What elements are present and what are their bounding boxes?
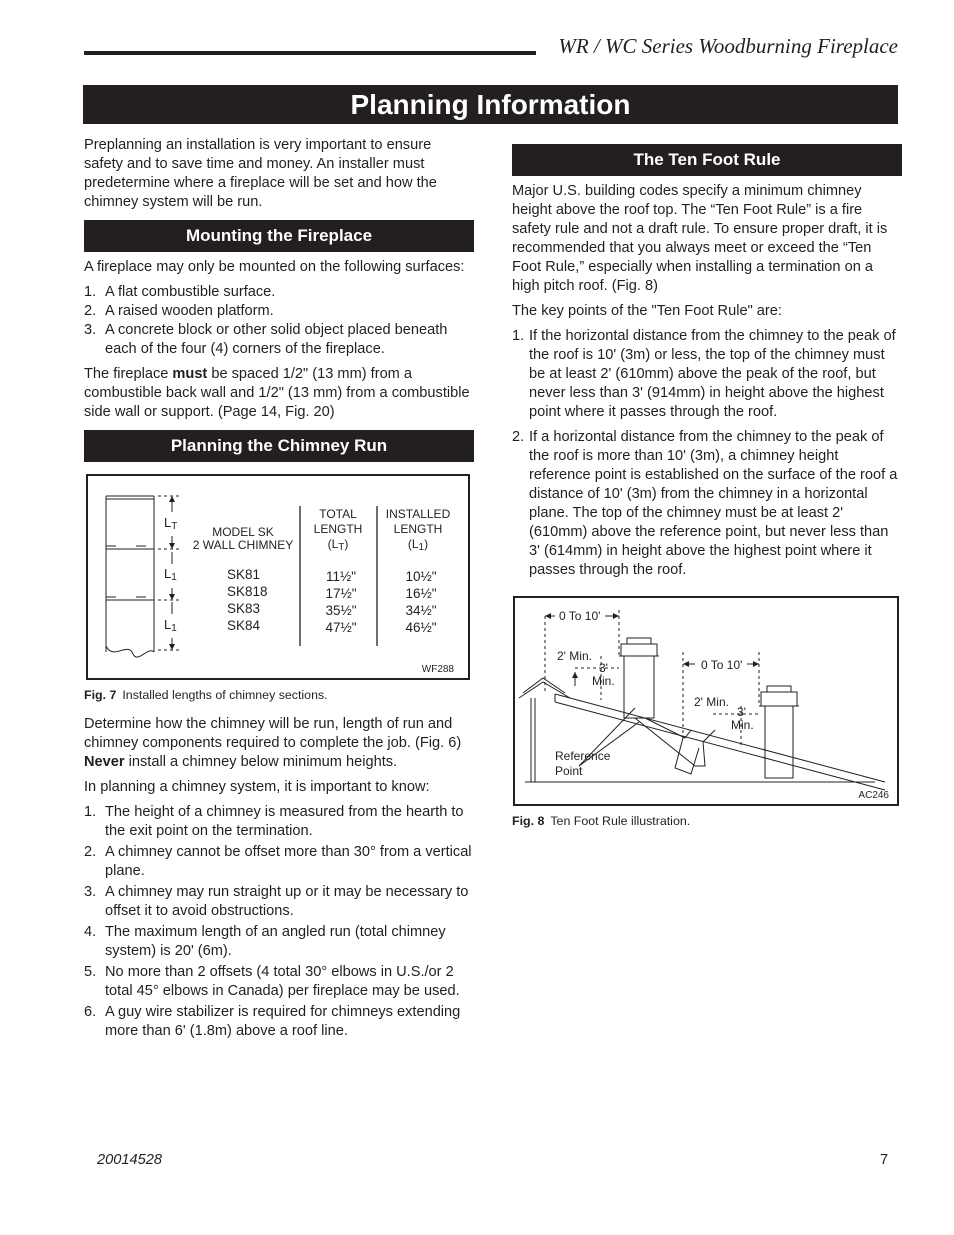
three-foot-label-1b: Min. xyxy=(592,674,615,688)
list-item: 2. If a horizontal distance from the chimney to the peak of the roof is more than 10' (3m), a chimney height reference point is established on the surface of the roof a distance of 10' (3m) from the chimney in a horizontal plane. The top of the chimney must be at least 2' (610mm) above the reference point, but never less than 3' (614mm) in height above the highest point where it passes through the roof. xyxy=(512,429,898,578)
list-item: 1. If the horizontal distance from the chimney to the peak of the roof is 10' (3m) or less, the top of the chimney must be at least 2' (610mm) above the peak of the roof, but never less than 3' (914mm) in height above the highest point where it passes through the roof. xyxy=(512,328,896,420)
table-row-model: SK83 xyxy=(227,601,261,616)
table-row-installed: 46½" xyxy=(405,620,437,635)
col-total-line3: (LT) xyxy=(327,537,349,553)
table-row-installed: 34½" xyxy=(405,603,437,618)
ten-foot-list xyxy=(512,327,902,580)
right-column xyxy=(512,144,902,841)
figure-8-ten-foot-rule xyxy=(513,596,899,806)
ten-foot-heading: The Ten Foot Rule xyxy=(512,144,902,176)
ten-foot-rule-diagram xyxy=(515,598,897,804)
table-row-total: 11½" xyxy=(325,569,357,584)
list-item: 6. A guy wire stabilizer is required for chimneys extending more than 6' (1.8m) above a roof line. xyxy=(84,1004,461,1039)
col-model-line1: MODEL SK xyxy=(212,525,274,539)
chimney-run-list xyxy=(84,803,474,1041)
header-rule xyxy=(84,51,536,55)
list-item: 1. The height of a chimney is measured from the hearth to the exit point on the termination. xyxy=(84,804,464,839)
chimney-know-paragraph: In planning a chimney system, it is important to know: xyxy=(84,779,430,795)
three-foot-label-1a: 3' xyxy=(599,661,608,675)
chimney-sections-diagram xyxy=(88,476,468,678)
reference-label-line1: Reference xyxy=(555,749,611,763)
col-model-line2: 2 WALL CHIMNEY xyxy=(192,538,294,552)
left-column xyxy=(84,136,474,1047)
series-title: WR / WC Series Woodburning Fireplace xyxy=(558,34,898,58)
mounting-list xyxy=(84,283,474,359)
table-row-total: 35½" xyxy=(325,603,357,618)
figure-7-caption: Fig. 7 Installed lengths of chimney sections. xyxy=(84,688,328,702)
table-row-total: 17½" xyxy=(325,586,357,601)
figure-8-caption: Fig. 8 Ten Foot Rule illustration. xyxy=(512,814,691,828)
list-item: 3. A chimney may run straight up or it may be necessary to offset it to avoid obstructions. xyxy=(84,884,469,919)
figure-code: WF288 xyxy=(421,664,454,675)
three-foot-label-2b: Min. xyxy=(731,718,754,732)
table-row-model: SK81 xyxy=(227,567,261,582)
list-item: 5. No more than 2 offsets (4 total 30° elbows in U.S./or 2 total 45° elbows in Canada) per fireplace may be used. xyxy=(84,964,460,999)
list-item: 3. A concrete block or other solid object placed beneath each of the four (4) corners of the fireplace. xyxy=(84,322,448,357)
col-total-line1: TOTAL xyxy=(319,507,357,521)
list-item: 2. A raised wooden platform. xyxy=(84,303,274,319)
figure-code: AC246 xyxy=(858,790,889,801)
list-item: 4. The maximum length of an angled run (total chimney system) is 20' (6m). xyxy=(84,924,446,959)
three-foot-label-2a: 3' xyxy=(737,705,746,719)
mounting-heading: Mounting the Fireplace xyxy=(84,220,474,252)
col-installed-line2: LENGTH xyxy=(393,522,443,536)
table-row-total: 47½" xyxy=(325,620,357,635)
label-l1-upper: L1 xyxy=(164,566,177,583)
chimney-run-heading: Planning the Chimney Run xyxy=(84,430,474,462)
spacing-paragraph: The fireplace must be spaced 1/2" (13 mm) from a combustible back wall and 1/2" (13 mm) from a combustible side wall or support. (Page 14, Fig. 20) xyxy=(84,366,470,420)
label-l1-lower: L1 xyxy=(164,617,177,634)
table-row-model: SK818 xyxy=(227,584,268,599)
distance-label-1: 0 To 10' xyxy=(559,609,601,623)
col-installed-line3: (L1) xyxy=(407,537,429,553)
ten-foot-key-points: The key points of the "Ten Foot Rule" are: xyxy=(512,303,782,319)
intro-paragraph: Preplanning an installation is very important to ensure safety and to save time and money. An installer must predetermine where a fireplace will be set and how the chimney system will be run. xyxy=(84,137,437,210)
figure-7-chimney-lengths xyxy=(86,474,470,680)
distance-label-2: 0 To 10' xyxy=(701,658,743,672)
mounting-lead: A fireplace may only be mounted on the following surfaces: xyxy=(84,259,465,275)
page-number: 7 xyxy=(880,1152,889,1168)
table-row-installed: 10½" xyxy=(405,569,437,584)
two-foot-min-label-2: 2' Min. xyxy=(694,695,729,709)
col-installed-line1: INSTALLED xyxy=(385,507,451,521)
label-lt: LT xyxy=(164,515,178,532)
two-foot-min-label-1: 2' Min. xyxy=(557,649,592,663)
col-total-line2: LENGTH xyxy=(313,522,363,536)
page-title: Planning Information xyxy=(83,85,898,124)
reference-label-line2: Point xyxy=(555,764,583,778)
chimney-run-paragraph: Determine how the chimney will be run, length of run and chimney components required to complete the job. (Fig. 6) Never install a chimney below minimum heights. xyxy=(84,716,462,770)
table-row-model: SK84 xyxy=(227,618,261,633)
ten-foot-paragraph: Major U.S. building codes specify a minimum chimney height above the roof top. The “Ten Foot Rule” is a fire safety rule and not a draft rule. To ensure proper draft, it is recommended that you always meet or exceed the “Ten Foot Rule,” especially when installing a termination on a high pitch roof. (Fig. 8) xyxy=(512,183,888,294)
document-number: 20014528 xyxy=(97,1152,162,1168)
list-item: 1. A flat combustible surface. xyxy=(84,284,276,300)
list-item: 2. A chimney cannot be offset more than 30° from a vertical plane. xyxy=(84,844,472,879)
table-row-installed: 16½" xyxy=(405,586,437,601)
